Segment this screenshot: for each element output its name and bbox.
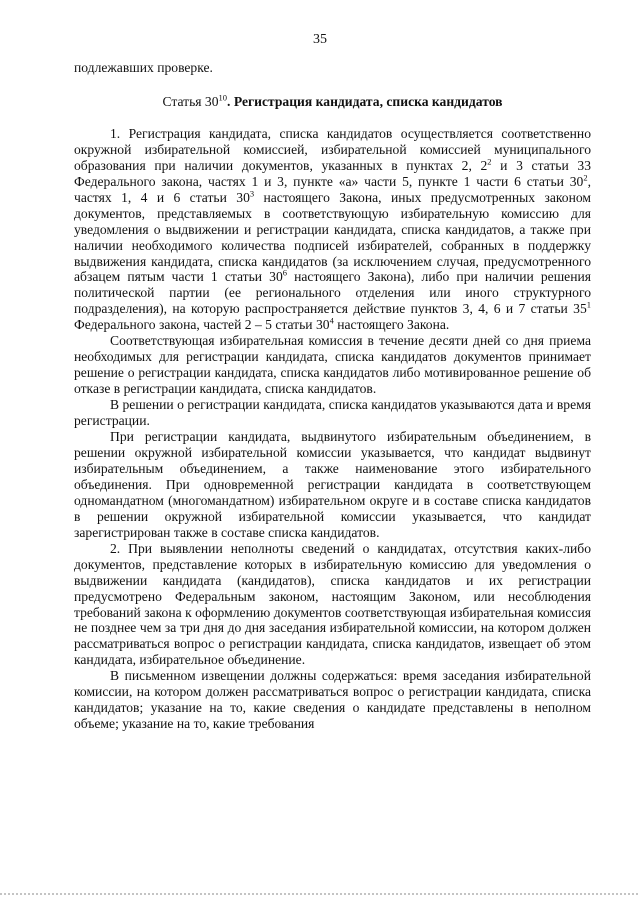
p1-text-5: настоящего Закона), либо при наличии решения политической партии (ее регионального отделения или иного структурного подразделения), на которую распространяется действие пунктов 3, 4, 6 и 7 статьи 35 <box>74 269 591 317</box>
paragraph-2: Соответствующая избирательная комиссия в течение десяти дней со дня приема необходимых для регистрации кандидата, списка кандидатов документов принимает решение о регистрации кандидата, списка кандидатов либо мотивированное решение об отказе в регистрации кандидата, списка кандидатов. <box>74 333 591 397</box>
article-heading <box>74 94 591 110</box>
p1-sup-1: 2 <box>487 156 492 167</box>
paragraph-3: В решении о регистрации кандидата, списка кандидатов указываются дата и время регистрации. <box>74 397 591 429</box>
paragraph-1 <box>74 126 591 333</box>
p1-text-3: , частях 1, 4 и 6 статьи 30 <box>74 173 591 205</box>
article-title: . Регистрация кандидата, списка кандидатов <box>227 93 503 109</box>
article-number-sup: 10 <box>218 92 228 103</box>
p1-text-6: Федерального закона, частей 2 – 5 статьи 30 <box>74 317 330 333</box>
p1-text-4: настоящего Закона, иных предусмотренных законом документов, представляемых в соответствующую избирательную комиссию для уведомления о выдвижении и регистрации кандидата, списка кандидатов, а также при наличии необходимого количества подписей избирателей, собранных в поддержку выдвижения кандидата, списка кандидатов (за исключением случая, предусмотренного абзацем пятым части 1 статьи 30 <box>74 189 592 285</box>
p1-text-7: настоящего Закона. <box>333 317 450 333</box>
p1-sup-2: 2 <box>583 172 588 183</box>
paragraph-4: При регистрации кандидата, выдвинутого избирательным объединением, в решении окружной избирательной комиссии указывается, что кандидат выдвинут избирательным объединением, а также наименование этого избирательного объединения. При одновременной регистрации кандидата в соответствующем одномандатном (многомандатном) избирательном округе и в составе списка кандидатов в решении окружной избирательной комиссии указывается, что кандидат зарегистрирован также в составе списка кандидатов. <box>74 429 591 540</box>
page-number: 35 <box>313 32 327 47</box>
p1-sup-4: 6 <box>282 267 288 278</box>
scan-edge-line <box>0 893 640 895</box>
paragraph-5: 2. При выявлении неполноты сведений о кандидатах, отсутствия каких-либо документов, представление которых в избирательную комиссию для уведомления о выдвижении кандидата (кандидатов), списка кандидатов и их регистрации предусмотрено Федеральным законом, настоящим Законом, или несоблюдения требований закона к оформлению документов соответствующая избирательная комиссия не позднее чем за три дня до дня заседания избирательной комиссии, на котором должен рассматриваться вопрос о регистрации кандидата, списка кандидатов, извещает об этом кандидата, избирательное объединение. <box>74 540 591 668</box>
article-number: Статья 30 <box>162 93 219 109</box>
p1-text-1: 1. Регистрация кандидата, списка кандидатов осуществляется соответственно окружной избирательной комиссией, избирательной комиссией муниципального образования при наличии документов, указанных в пунктах 2, 2 <box>74 125 591 173</box>
p1-sup-6: 4 <box>329 315 334 326</box>
p1-text-2: и 3 статьи 33 Федерального закона, частях 1 и 3, пункте «а» части 5, пункте 1 части 6 статьи 30 <box>74 157 592 189</box>
document-body <box>74 60 591 732</box>
continuation-text: подлежавших проверке. <box>74 60 213 75</box>
paragraph-6: В письменном извещении должны содержаться: время заседания избирательной комиссии, на котором должен рассматриваться вопрос о регистрации кандидата, списка кандидатов; указание на то, какие сведения о кандидате представлены в неполном объеме; указание на то, какие требования <box>74 668 591 732</box>
p1-sup-3: 3 <box>249 188 255 199</box>
p1-sup-5: 1 <box>586 299 591 310</box>
